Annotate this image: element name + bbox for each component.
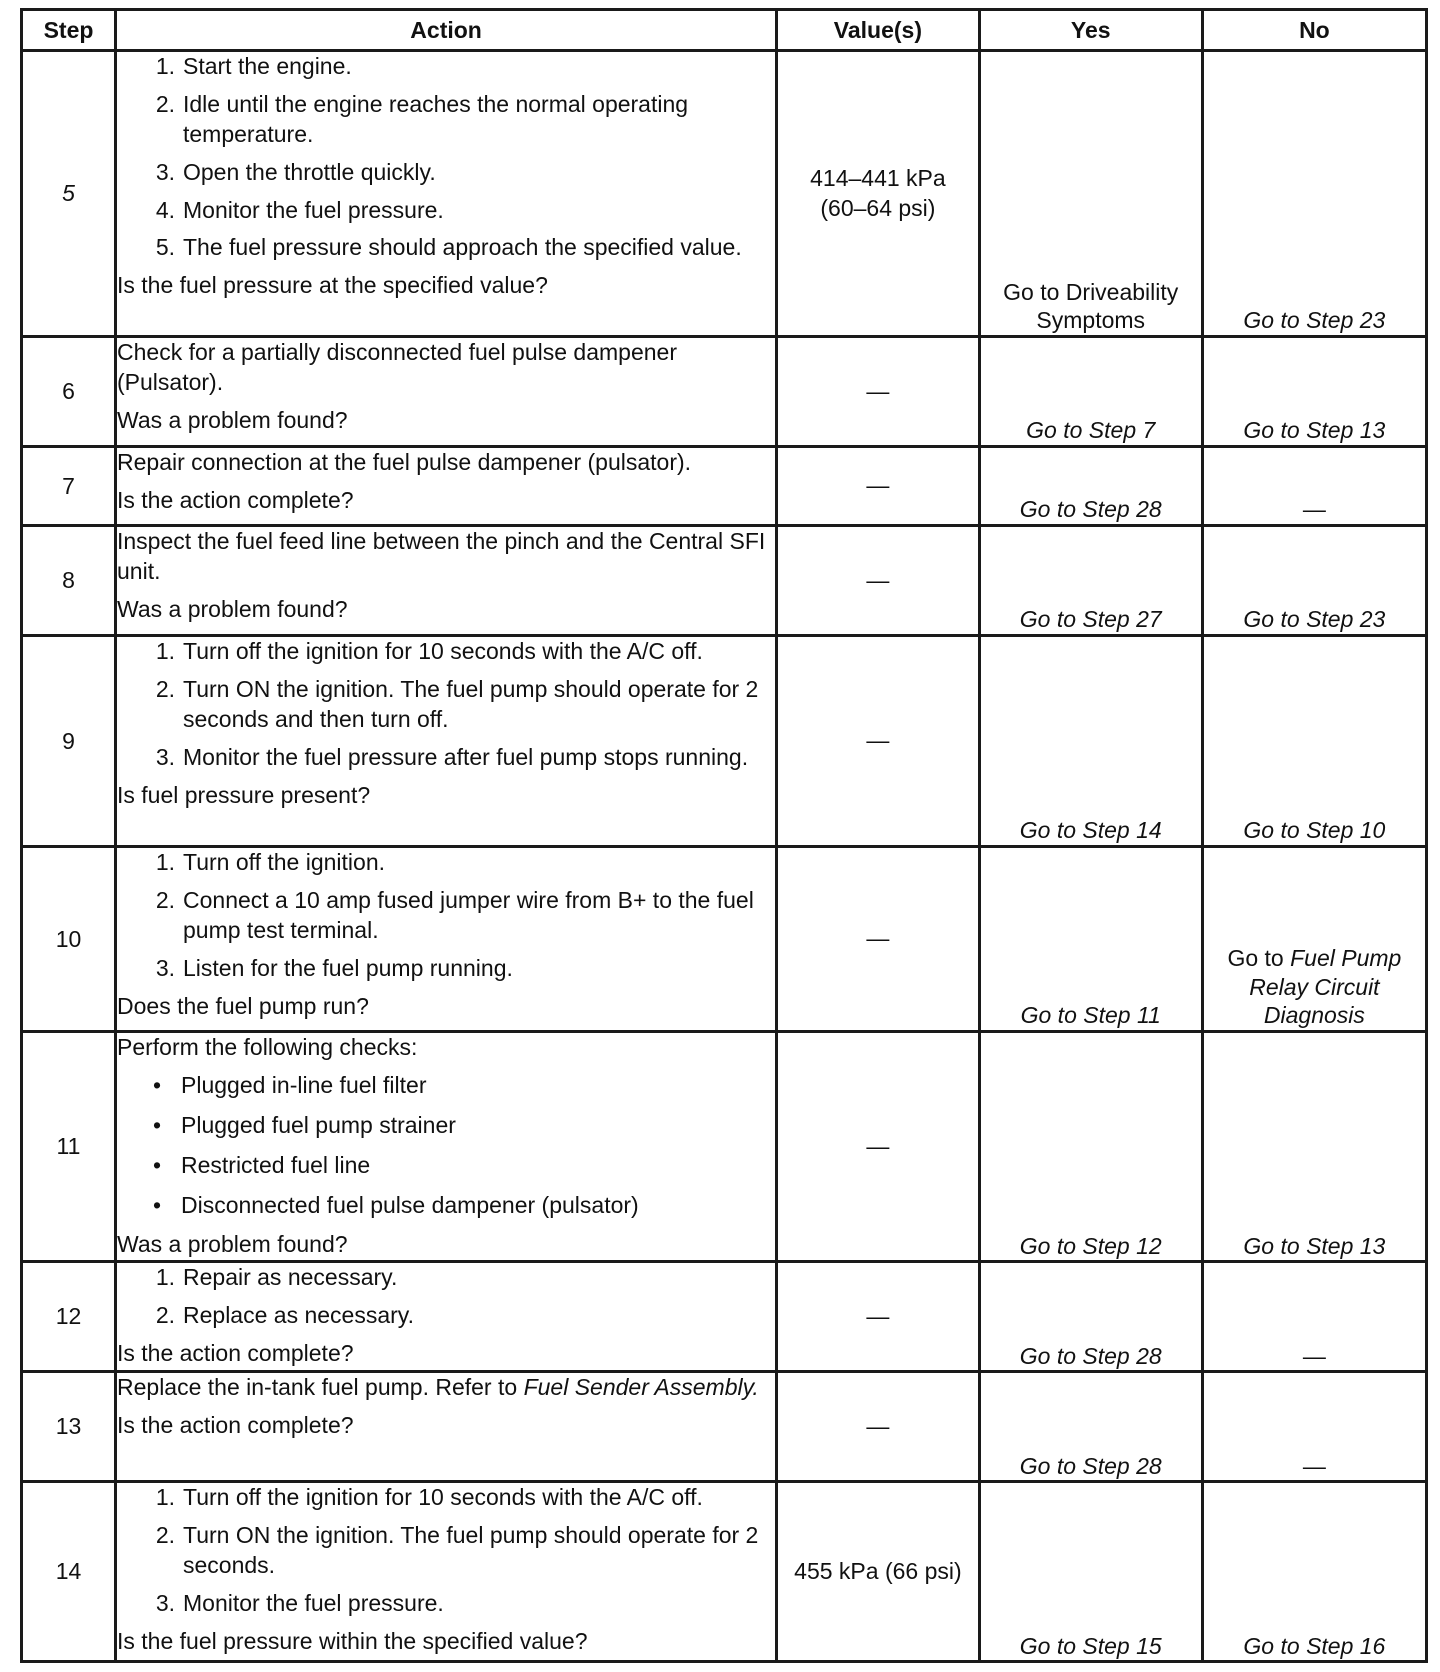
action-step: 1. Turn off the ignition. <box>155 849 386 875</box>
table-row <box>22 636 1427 847</box>
action-step: 2. Replace as necessary. <box>155 1302 414 1329</box>
yes-cell: Go to Step 28 <box>979 447 1202 526</box>
step-number: 12 <box>22 1262 116 1372</box>
check-item: • Plugged in-line fuel filter <box>153 1071 427 1098</box>
value-cell: — <box>777 636 979 847</box>
step-number: 6 <box>22 337 116 447</box>
action-cell <box>116 1032 777 1262</box>
no-cell: — <box>1202 447 1426 526</box>
no-cell: Go to Step 23 <box>1202 51 1426 337</box>
action-intro: Perform the following checks: <box>117 1034 418 1060</box>
action-text: Check for a partially disconnected fuel pulse dampener (Pulsator). <box>117 339 677 395</box>
step-number: 9 <box>22 636 116 847</box>
action-question: Is the fuel pressure at the specified value? <box>117 272 548 299</box>
yes-cell: Go to Step 14 <box>979 636 1202 847</box>
action-question: Is the action complete? <box>117 1412 354 1439</box>
fuel-sender-assembly-link: Fuel Sender Assembly. <box>523 1374 759 1401</box>
value-cell: — <box>777 447 979 526</box>
value-cell: 455 kPa (66 psi) <box>777 1482 979 1662</box>
step-number: 14 <box>22 1482 116 1662</box>
header-yes: Yes <box>979 10 1202 51</box>
action-question: Is the fuel pressure within the specified value? <box>117 1627 588 1654</box>
action-step: 3. Listen for the fuel pump running. <box>155 954 513 981</box>
step-number: 7 <box>22 447 116 526</box>
check-item: • Disconnected fuel pulse dampener (pulsator) <box>153 1191 639 1218</box>
no-cell: Go to Fuel Pump Relay Circuit Diagnosis <box>1202 847 1426 1032</box>
value-cell: — <box>777 1032 979 1262</box>
action-step: 2. Idle until the engine reaches the normal operating temperature. <box>155 90 689 147</box>
table-row <box>22 1032 1427 1262</box>
action-step: 2. Turn ON the ignition. The fuel pump should operate for 2 seconds. <box>155 1522 759 1579</box>
step-number: 10 <box>22 847 116 1032</box>
no-cell: Go to Step 10 <box>1202 636 1426 847</box>
no-cell: — <box>1202 1372 1426 1482</box>
action-step: 5. The fuel pressure should approach the specified value. <box>155 234 742 261</box>
action-question: Does the fuel pump run? <box>117 992 369 1019</box>
diagnostic-table <box>20 8 1428 1663</box>
action-step: 1. Turn off the ignition for 10 seconds with the A/C off. <box>155 1484 703 1511</box>
yes-cell: Go to Driveability Symptoms <box>979 51 1202 337</box>
action-cell <box>116 1372 777 1482</box>
yes-cell: Go to Step 7 <box>979 337 1202 447</box>
action-cell <box>116 847 777 1032</box>
action-cell <box>116 1262 777 1372</box>
action-question: Was a problem found? <box>117 1231 348 1258</box>
action-text: Inspect the fuel feed line between the pinch and the Central SFI unit. <box>117 528 766 584</box>
action-question: Was a problem found? <box>117 595 348 622</box>
action-step: 1. Turn off the ignition for 10 seconds with the A/C off. <box>155 638 703 664</box>
header-values: Value(s) <box>777 10 979 51</box>
yes-cell: Go to Step 11 <box>979 847 1202 1032</box>
header-step: Step <box>22 10 116 51</box>
action-question: Is the action complete? <box>117 1340 354 1367</box>
check-item: • Plugged fuel pump strainer <box>153 1111 456 1138</box>
diagnostic-table-page <box>20 8 1428 1663</box>
action-cell <box>116 337 777 447</box>
no-cell: Go to Step 16 <box>1202 1482 1426 1662</box>
action-question: Is the action complete? <box>117 486 354 513</box>
action-step: 2. Connect a 10 amp fused jumper wire from B+ to the fuel pump test terminal. <box>155 886 754 943</box>
no-cell: — <box>1202 1262 1426 1372</box>
action-step: 3. Monitor the fuel pressure. <box>155 1590 444 1617</box>
action-question: Is fuel pressure present? <box>117 781 371 808</box>
step-number: 8 <box>22 526 116 636</box>
no-cell: Go to Step 23 <box>1202 526 1426 636</box>
action-question: Was a problem found? <box>117 406 348 433</box>
yes-cell: Go to Step 27 <box>979 526 1202 636</box>
table-row <box>22 51 1427 337</box>
value-cell: 414–441 kPa (60–64 psi) <box>777 51 979 337</box>
value-cell: — <box>777 1372 979 1482</box>
yes-cell: Go to Step 15 <box>979 1482 1202 1662</box>
action-text: Replace the in-tank fuel pump. Refer to Fuel Sender Assembly. <box>117 1374 759 1401</box>
table-row <box>22 1372 1427 1482</box>
action-step: 3. Monitor the fuel pressure after fuel pump stops running. <box>155 743 749 770</box>
action-step: 4. Monitor the fuel pressure. <box>155 196 444 223</box>
action-step: 3. Open the throttle quickly. <box>155 158 436 185</box>
header-row <box>22 10 1427 51</box>
action-cell <box>116 1482 777 1662</box>
no-cell: Go to Step 13 <box>1202 337 1426 447</box>
check-item: • Restricted fuel line <box>153 1151 371 1178</box>
no-cell: Go to Step 13 <box>1202 1032 1426 1262</box>
action-step: 1. Repair as necessary. <box>155 1264 398 1291</box>
header-no: No <box>1202 10 1426 51</box>
header-action: Action <box>116 10 777 51</box>
step-number: 5 <box>22 51 116 337</box>
value-cell: — <box>777 847 979 1032</box>
table-row <box>22 1262 1427 1372</box>
table-row <box>22 447 1427 526</box>
action-step: 1. Start the engine. <box>155 53 352 79</box>
action-cell <box>116 447 777 526</box>
step-number: 13 <box>22 1372 116 1482</box>
table-row <box>22 526 1427 636</box>
step-number: 11 <box>22 1032 116 1262</box>
value-cell: — <box>777 1262 979 1372</box>
table-row <box>22 847 1427 1032</box>
action-step: 2. Turn ON the ignition. The fuel pump should operate for 2 seconds and then turn off. <box>155 675 759 732</box>
table-row <box>22 337 1427 447</box>
action-cell <box>116 636 777 847</box>
yes-cell: Go to Step 28 <box>979 1262 1202 1372</box>
action-cell <box>116 51 777 337</box>
value-cell: — <box>777 337 979 447</box>
action-cell <box>116 526 777 636</box>
yes-cell: Go to Step 28 <box>979 1372 1202 1482</box>
action-text: Repair connection at the fuel pulse dampener (pulsator). <box>117 449 692 475</box>
fuel-pump-relay-link: Fuel Pump <box>1290 944 1402 971</box>
yes-cell: Go to Step 12 <box>979 1032 1202 1262</box>
table-row <box>22 1482 1427 1662</box>
value-cell: — <box>777 526 979 636</box>
